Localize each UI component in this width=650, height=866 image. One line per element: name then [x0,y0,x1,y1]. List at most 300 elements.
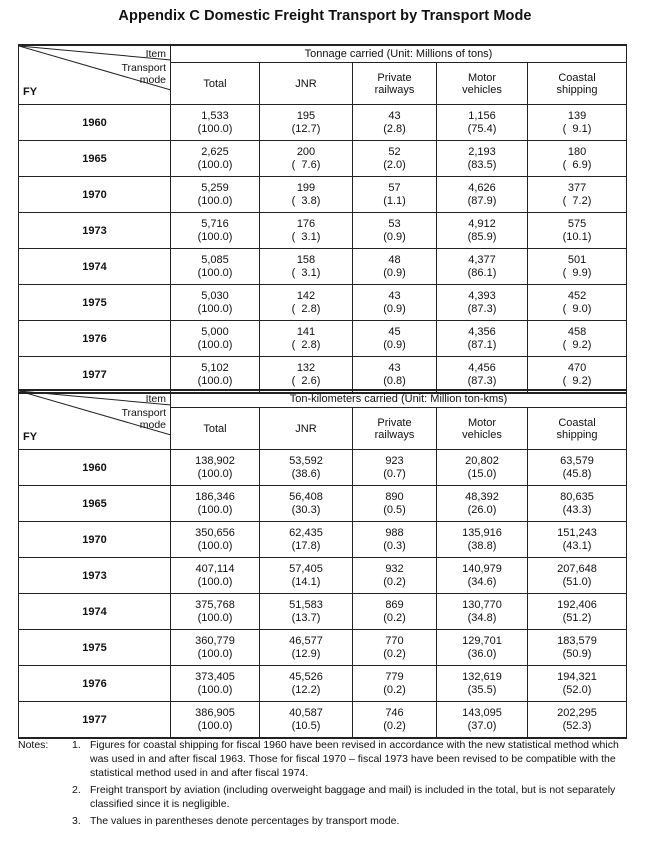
cell-value: 142 [296,289,316,302]
table-cell [528,357,627,394]
cell-value: 199 [296,181,316,194]
notes-label: Notes: [18,739,49,751]
cell-percent: (0.7) [383,467,406,480]
cell-value: 377 [567,181,587,194]
fiscal-year: 1977 [19,702,171,739]
cell-percent: (51.0) [562,575,592,588]
note-text: The values in parentheses denote percentages by transport mode. [90,815,400,827]
fiscal-year: 1974 [19,594,171,630]
table-cell [437,594,528,630]
column-header [353,408,437,450]
cell-value: 48,392 [465,490,499,503]
corner-mode-label [121,407,166,431]
table-cell [353,666,437,702]
table-row [19,177,627,213]
column-header-line1: JNR [295,77,317,90]
cell-percent: ( 9.2) [562,338,592,351]
table-cell [528,105,627,141]
cell-value: 132,619 [462,670,502,683]
table-row [19,666,627,702]
table-cell [260,486,353,522]
table-cell [171,594,260,630]
cell-value: 80,635 [560,490,594,503]
table-cell [260,594,353,630]
cell-value: 890 [385,490,404,503]
table-row [19,558,627,594]
table-cell [528,177,627,213]
cell-value: 43 [388,289,401,302]
cell-percent: (12.7) [291,122,321,135]
cell-percent: (43.3) [562,503,592,516]
cell-value: 135,916 [462,526,502,539]
fiscal-year: 1975 [19,285,171,321]
table-cell [528,213,627,249]
cell-percent: (34.8) [467,611,497,624]
column-header-line1: Motor [467,416,497,429]
table-cell [260,666,353,702]
cell-value: 4,393 [468,289,496,302]
fiscal-year: 1960 [19,105,171,141]
cell-value: 62,435 [289,526,323,539]
cell-value: 46,577 [289,634,323,647]
cell-percent: ( 6.9) [562,158,592,171]
cell-percent: ( 9.0) [562,302,592,315]
cell-value: 5,716 [201,217,229,230]
cell-value: 407,114 [195,562,235,575]
note-number: 1. [72,739,81,751]
cell-value: 5,030 [201,289,229,302]
cell-value: 5,259 [201,181,229,194]
cell-percent: ( 2.8) [291,338,321,351]
table-cell [528,594,627,630]
cell-percent: (100.0) [197,230,233,243]
note-1 [18,738,630,780]
table-cell [437,177,528,213]
cell-percent: (52.3) [562,719,592,732]
table-cell [353,249,437,285]
table-cell [171,702,260,739]
table-cell [171,558,260,594]
cell-percent: (12.2) [291,683,321,696]
table-cell [528,141,627,177]
cell-value: 43 [388,361,401,374]
table-cell [528,702,627,739]
column-header [353,63,437,105]
column-header [528,408,627,450]
table-cell [260,702,353,739]
table-cell [353,177,437,213]
table-row [19,702,627,739]
table-row [19,486,627,522]
table-cell [171,321,260,357]
cell-value: 470 [567,361,587,374]
cell-value: 375,768 [195,598,235,611]
table-cell [437,486,528,522]
column-header-line1: Total [203,77,227,90]
fiscal-year: 1960 [19,450,171,486]
cell-value: 5,085 [201,253,229,266]
cell-percent: (0.2) [383,683,406,696]
cell-percent: (12.9) [291,647,321,660]
table-cell [353,213,437,249]
cell-value: 4,456 [468,361,496,374]
table-cell [528,285,627,321]
cell-value: 2,193 [468,145,496,158]
table-cell [437,702,528,739]
cell-value: 63,579 [560,454,594,467]
column-header-line2: vehicles [462,83,502,96]
cell-value: 4,912 [468,217,496,230]
note-2 [18,783,630,811]
cell-value: 923 [385,454,404,467]
fiscal-year: 1977 [19,357,171,394]
table-cell [260,450,353,486]
cell-percent: (100.0) [197,467,233,480]
table-cell [353,357,437,394]
cell-percent: ( 9.1) [562,122,592,135]
table-row [19,450,627,486]
cell-value: 458 [567,325,587,338]
corner-mode-line1: Transport [121,407,166,419]
cell-percent: (100.0) [197,266,233,279]
cell-percent: ( 9.2) [562,374,592,387]
column-header [260,63,353,105]
column-header-line2: shipping [556,428,598,441]
table-cell [353,285,437,321]
cell-value: 45 [388,325,401,338]
column-header [528,63,627,105]
cell-value: 20,802 [465,454,499,467]
cell-percent: (0.9) [383,266,406,279]
cell-percent: (1.1) [383,194,406,207]
table-row [19,285,627,321]
cell-percent: (0.5) [383,503,406,516]
table-cell [171,141,260,177]
cell-percent: (100.0) [197,647,233,660]
column-header [437,63,528,105]
cell-percent: (87.3) [467,302,497,315]
fiscal-year: 1973 [19,213,171,249]
table-cell [260,285,353,321]
cell-value: 53 [388,217,401,230]
cell-percent: (30.3) [291,503,321,516]
table-cell [260,357,353,394]
table-cell [437,285,528,321]
cell-percent: (34.6) [467,575,497,588]
cell-percent: (100.0) [197,338,233,351]
cell-percent: (26.0) [467,503,497,516]
cell-value: 52 [388,145,401,158]
table-cell [171,249,260,285]
cell-percent: (0.9) [383,230,406,243]
cell-value: 192,406 [557,598,597,611]
cell-percent: (87.9) [467,194,497,207]
cell-value: 501 [567,253,587,266]
page-title: Appendix C Domestic Freight Transport by Transport Mode [118,8,532,24]
cell-percent: (14.1) [291,575,321,588]
column-header-line2: railways [374,83,415,96]
cell-percent: (100.0) [197,575,233,588]
cell-value: 180 [567,145,587,158]
fiscal-year: 1976 [19,666,171,702]
table-cell [528,522,627,558]
table-cell [528,558,627,594]
table-cell [437,141,528,177]
table-row [19,630,627,666]
cell-value: 360,779 [195,634,235,647]
table-cell [353,630,437,666]
table-cell [171,450,260,486]
cell-percent: (0.9) [383,302,406,315]
cell-percent: (37.0) [467,719,497,732]
table-cell [171,105,260,141]
corner-item-label: Item [145,393,166,405]
table-cell [437,321,528,357]
column-header-line1: Private [377,416,412,429]
section-heading: Ton-kilometers carried (Unit: Million ton-kms) [171,390,627,408]
cell-value: 195 [296,109,316,122]
table-row [19,141,627,177]
cell-percent: (51.2) [562,611,592,624]
fiscal-year: 1976 [19,321,171,357]
column-header-line1: Private [377,71,412,84]
table-cell [437,630,528,666]
cell-value: 139 [567,109,587,122]
table-cell [260,558,353,594]
header-corner [19,45,171,105]
table-cell [353,486,437,522]
cell-percent: (2.8) [383,122,406,135]
fiscal-year: 1974 [19,249,171,285]
cell-percent: (15.0) [467,467,497,480]
fiscal-year: 1965 [19,141,171,177]
cell-value: 138,902 [195,454,235,467]
cell-percent: (100.0) [197,539,233,552]
cell-value: 45,526 [289,670,323,683]
column-header-line2: shipping [556,83,598,96]
table-row [19,213,627,249]
cell-value: 129,701 [462,634,502,647]
column-header-line2: railways [374,428,415,441]
cell-value: 40,587 [289,706,323,719]
cell-value: 186,346 [195,490,235,503]
cell-percent: (100.0) [197,683,233,696]
cell-percent: (86.1) [467,266,497,279]
cell-value: 48 [388,253,401,266]
table-row [19,105,627,141]
cell-value: 452 [567,289,587,302]
cell-percent: ( 3.8) [291,194,321,207]
table-cell [528,486,627,522]
cell-value: 779 [385,670,404,683]
table-cell [171,630,260,666]
header-row [19,390,627,408]
fiscal-year: 1975 [19,630,171,666]
cell-value: 158 [296,253,316,266]
cell-value: 373,405 [195,670,235,683]
table-cell [171,213,260,249]
cell-value: 51,583 [289,598,323,611]
column-header-line1: Coastal [558,71,596,84]
cell-value: 1,533 [201,109,229,122]
cell-value: 56,408 [289,490,323,503]
cell-percent: (0.9) [383,338,406,351]
column-header-line1: Coastal [558,416,596,429]
table-cell [353,450,437,486]
cell-value: 869 [385,598,404,611]
cell-percent: (13.7) [291,611,321,624]
cell-percent: (50.9) [562,647,592,660]
table-cell [260,249,353,285]
column-header-line1: Motor [467,71,497,84]
table-cell [353,558,437,594]
table-cell [171,666,260,702]
header-corner [19,390,171,450]
table-cell [260,630,353,666]
cell-value: 4,356 [468,325,496,338]
cell-percent: (52.0) [562,683,592,696]
column-header-line1: Total [203,422,227,435]
table-cell [353,594,437,630]
cell-percent: (0.2) [383,647,406,660]
section-heading: Tonnage carried (Unit: Millions of tons) [171,45,627,63]
table-cell [437,357,528,394]
cell-value: 5,000 [201,325,229,338]
cell-percent: (17.8) [291,539,321,552]
note-number: 2. [72,784,81,796]
cell-percent: (100.0) [197,374,233,387]
note-3 [18,814,630,828]
cell-percent: (100.0) [197,194,233,207]
column-header [437,408,528,450]
cell-value: 4,626 [468,181,496,194]
cell-percent: ( 3.1) [291,266,321,279]
corner-fy-label: FY [23,431,38,443]
table-cell [260,105,353,141]
note-text: Figures for coastal shipping for fiscal 1960 have been revised in accordance with the new statistical method which was used in and after fiscal 1963. Those for fiscal 1970 – fiscal 1973 have been revised to be compatible with the statistical method used in and after fiscal 1974. [90,739,619,779]
table-cell [260,321,353,357]
column-header [260,408,353,450]
table-cell [260,213,353,249]
table-cell [437,558,528,594]
table-cell [437,105,528,141]
corner-mode-label [121,62,166,86]
table-cell [353,321,437,357]
cell-percent: (100.0) [197,719,233,732]
fiscal-year: 1970 [19,522,171,558]
note-text: Freight transport by aviation (including overweight baggage and mail) is included in the total, but is not separately classified since it is negligible. [90,784,616,810]
fiscal-year: 1970 [19,177,171,213]
cell-percent: ( 7.6) [291,158,321,171]
cell-value: 932 [385,562,404,575]
cell-value: 5,102 [201,361,229,374]
cell-value: 130,770 [462,598,502,611]
table-cell [260,141,353,177]
cell-percent: (0.2) [383,575,406,588]
cell-value: 57 [388,181,401,194]
cell-value: 770 [385,634,404,647]
corner-fy-label: FY [23,86,38,98]
cell-percent: ( 2.8) [291,302,321,315]
cell-percent: (87.3) [467,374,497,387]
cell-value: 151,243 [557,526,597,539]
corner-mode-line2: mode [139,74,166,86]
cell-percent: (38.6) [291,467,321,480]
cell-value: 194,321 [557,670,597,683]
cell-percent: (0.3) [383,539,406,552]
table-row [19,249,627,285]
table-row [19,357,627,394]
cell-percent: (100.0) [197,503,233,516]
cell-value: 386,905 [195,706,235,719]
cell-percent: (100.0) [197,611,233,624]
table-cell [528,630,627,666]
table-cell [437,213,528,249]
table-cell [353,702,437,739]
cell-value: 143,095 [462,706,502,719]
table-row [19,594,627,630]
cell-percent: ( 2.6) [291,374,321,387]
cell-percent: (0.2) [383,611,406,624]
table-cell [528,321,627,357]
cell-value: 57,405 [289,562,323,575]
ton-km-table [18,389,627,739]
cell-percent: (43.1) [562,539,592,552]
table-cell [437,522,528,558]
table-cell [171,177,260,213]
cell-value: 575 [567,217,587,230]
cell-percent: (36.0) [467,647,497,660]
cell-value: 202,295 [557,706,597,719]
cell-percent: ( 9.9) [562,266,592,279]
fiscal-year: 1973 [19,558,171,594]
tonnage-table [18,44,627,394]
table-cell [353,141,437,177]
cell-value: 200 [296,145,316,158]
table-cell [260,177,353,213]
table-cell [437,249,528,285]
cell-percent: (38.8) [467,539,497,552]
cell-percent: (100.0) [197,158,233,171]
table-cell [528,666,627,702]
cell-percent: ( 7.2) [562,194,592,207]
cell-value: 183,579 [557,634,597,647]
cell-value: 207,648 [557,562,597,575]
table-cell [528,249,627,285]
cell-value: 746 [385,706,404,719]
cell-value: 1,156 [468,109,496,122]
cell-percent: (85.9) [467,230,497,243]
cell-value: 988 [385,526,404,539]
cell-percent: (0.8) [383,374,406,387]
cell-value: 141 [296,325,316,338]
cell-percent: (2.0) [383,158,406,171]
cell-value: 53,592 [289,454,323,467]
column-header [171,408,260,450]
fiscal-year: 1965 [19,486,171,522]
cell-value: 43 [388,109,401,122]
cell-value: 132 [296,361,316,374]
column-header [171,63,260,105]
corner-mode-line2: mode [139,419,166,431]
table-row [19,522,627,558]
table-cell [171,357,260,394]
cell-percent: (87.1) [467,338,497,351]
table-cell [171,285,260,321]
table-cell [528,450,627,486]
corner-item-label: Item [145,48,166,60]
cell-percent: (10.5) [291,719,321,732]
